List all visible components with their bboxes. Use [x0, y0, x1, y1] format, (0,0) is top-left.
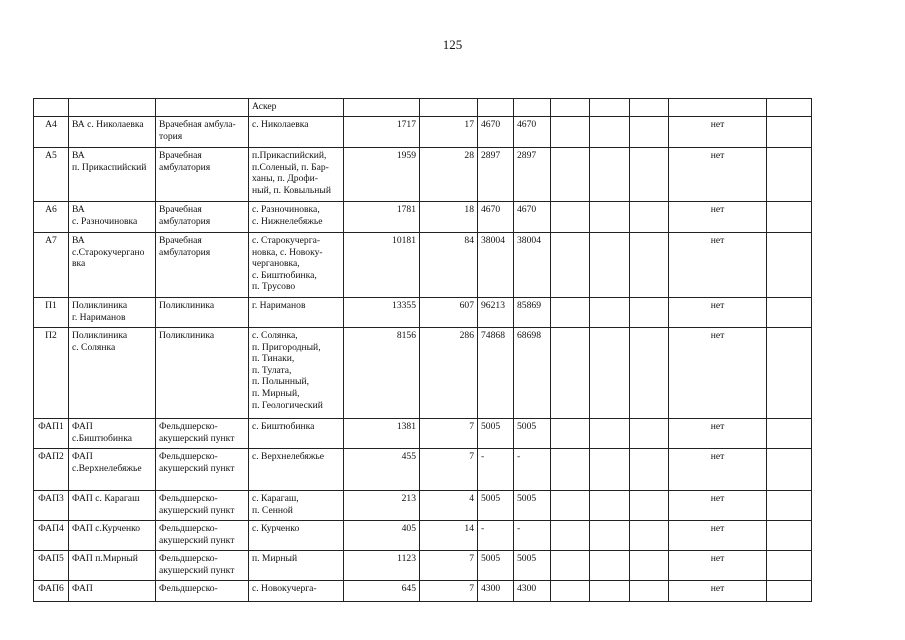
- facility-name-cell: Поликлиника с. Солянка: [69, 328, 156, 419]
- table-row: [34, 328, 812, 419]
- value-a-cell: 96213: [478, 298, 514, 328]
- facility-name-cell: ВА с.Старокучергано вка: [69, 233, 156, 298]
- population-cell: [344, 99, 420, 117]
- value-a-cell: -: [478, 521, 514, 551]
- table-row: [34, 233, 812, 298]
- table-row: [34, 202, 812, 233]
- facility-type-cell: Врачебная амбула- тория: [156, 117, 249, 148]
- status-cell: нет: [669, 202, 767, 233]
- capacity-cell: [420, 99, 478, 117]
- facility-code-cell: ФАП1: [34, 419, 69, 449]
- status-cell: нет: [669, 419, 767, 449]
- value-a-cell: 4300: [478, 581, 514, 602]
- facility-name-cell: ФАП п.Мирный: [69, 551, 156, 581]
- empty-cell: [551, 148, 590, 202]
- population-cell: 455: [344, 449, 420, 491]
- table-row: [34, 449, 812, 491]
- empty-cell: [767, 419, 812, 449]
- capacity-cell: 14: [420, 521, 478, 551]
- facility-name-cell: ВА с. Николаевка: [69, 117, 156, 148]
- empty-cell: [767, 328, 812, 419]
- value-b-cell: 4670: [514, 117, 551, 148]
- population-cell: 1123: [344, 551, 420, 581]
- facility-code-cell: А7: [34, 233, 69, 298]
- facility-code-cell: ФАП3: [34, 491, 69, 521]
- capacity-cell: 7: [420, 419, 478, 449]
- value-a-cell: -: [478, 449, 514, 491]
- served-settlements-cell: с. Биштюбинка: [249, 419, 344, 449]
- value-b-cell: 2897: [514, 148, 551, 202]
- empty-cell: [590, 419, 630, 449]
- value-b-cell: 38004: [514, 233, 551, 298]
- value-a-cell: 4670: [478, 117, 514, 148]
- empty-cell: [767, 202, 812, 233]
- empty-cell: [767, 491, 812, 521]
- status-cell: нет: [669, 521, 767, 551]
- facility-type-cell: Фельдшерско- акушерский пункт: [156, 419, 249, 449]
- served-settlements-cell: с. Карагаш, п. Сенной: [249, 491, 344, 521]
- empty-cell: [767, 521, 812, 551]
- empty-cell: [590, 298, 630, 328]
- empty-cell: [630, 521, 669, 551]
- empty-cell: [767, 233, 812, 298]
- facility-type-cell: Фельдшерско- акушерский пункт: [156, 521, 249, 551]
- facility-code-cell: ФАП2: [34, 449, 69, 491]
- value-b-cell: 5005: [514, 419, 551, 449]
- empty-cell: [630, 551, 669, 581]
- status-cell: нет: [669, 551, 767, 581]
- facility-name-cell: [69, 99, 156, 117]
- value-a-cell: 5005: [478, 551, 514, 581]
- status-cell: нет: [669, 328, 767, 419]
- value-b-cell: 85869: [514, 298, 551, 328]
- empty-cell: [590, 581, 630, 602]
- empty-cell: [767, 117, 812, 148]
- empty-cell: [551, 551, 590, 581]
- facility-type-cell: Поликлиника: [156, 298, 249, 328]
- facility-type-cell: Фельдшерско- акушерский пункт: [156, 491, 249, 521]
- empty-cell: [630, 298, 669, 328]
- value-b-cell: [514, 99, 551, 117]
- population-cell: 10181: [344, 233, 420, 298]
- capacity-cell: 7: [420, 551, 478, 581]
- empty-cell: [630, 419, 669, 449]
- table-row: [34, 551, 812, 581]
- table-row: [34, 419, 812, 449]
- empty-cell: [590, 148, 630, 202]
- value-a-cell: 5005: [478, 419, 514, 449]
- population-cell: 1959: [344, 148, 420, 202]
- empty-cell: [551, 202, 590, 233]
- facility-type-cell: Врачебная амбулатория: [156, 148, 249, 202]
- facility-name-cell: Поликлиника г. Нариманов: [69, 298, 156, 328]
- capacity-cell: 28: [420, 148, 478, 202]
- status-cell: нет: [669, 449, 767, 491]
- served-settlements-cell: с. Старокучерга- новка, с. Новоку- чергановка, с. Биштюбинка, п. Трусово: [249, 233, 344, 298]
- served-settlements-cell: п.Прикаспийский, п.Соленый, п. Бар- ханы, п. Дрофи- ный, п. Ковыльный: [249, 148, 344, 202]
- empty-cell: [551, 521, 590, 551]
- table-row: [34, 298, 812, 328]
- value-a-cell: 38004: [478, 233, 514, 298]
- facility-type-cell: Поликлиника: [156, 328, 249, 419]
- empty-cell: [551, 298, 590, 328]
- value-a-cell: 2897: [478, 148, 514, 202]
- value-a-cell: 5005: [478, 491, 514, 521]
- facility-code-cell: [34, 99, 69, 117]
- facility-type-cell: Врачебная амбулатория: [156, 202, 249, 233]
- facility-name-cell: ФАП с.Курченко: [69, 521, 156, 551]
- empty-cell: [551, 99, 590, 117]
- page-number: 125: [442, 37, 463, 52]
- empty-cell: [590, 99, 630, 117]
- empty-cell: [630, 99, 669, 117]
- empty-cell: [590, 117, 630, 148]
- table-row: [34, 581, 812, 602]
- facility-name-cell: ФАП с. Карагаш: [69, 491, 156, 521]
- empty-cell: [551, 491, 590, 521]
- served-settlements-cell: с. Солянка, п. Пригородный, п. Тинаки, п. Тулата, п. Полынный, п. Мирный, п. Геологический: [249, 328, 344, 419]
- empty-cell: [630, 148, 669, 202]
- status-cell: нет: [669, 148, 767, 202]
- value-b-cell: 68698: [514, 328, 551, 419]
- facility-type-cell: Фельдшерско- акушерский пункт: [156, 551, 249, 581]
- capacity-cell: 7: [420, 581, 478, 602]
- population-cell: 405: [344, 521, 420, 551]
- value-b-cell: 5005: [514, 491, 551, 521]
- facility-name-cell: ВА с. Разночиновка: [69, 202, 156, 233]
- capacity-cell: 607: [420, 298, 478, 328]
- population-cell: 645: [344, 581, 420, 602]
- facility-type-cell: Фельдшерско- акушерский пункт: [156, 449, 249, 491]
- table-row: [34, 491, 812, 521]
- facility-code-cell: ФАП5: [34, 551, 69, 581]
- table-row: [34, 521, 812, 551]
- served-settlements-cell: Аскер: [249, 99, 344, 117]
- facility-code-cell: А4: [34, 117, 69, 148]
- empty-cell: [590, 551, 630, 581]
- population-cell: 8156: [344, 328, 420, 419]
- empty-cell: [630, 202, 669, 233]
- capacity-cell: 286: [420, 328, 478, 419]
- empty-cell: [551, 117, 590, 148]
- facility-name-cell: ФАП с.Биштюбинка: [69, 419, 156, 449]
- table-row: [34, 117, 812, 148]
- facility-name-cell: ФАП: [69, 581, 156, 602]
- empty-cell: [767, 581, 812, 602]
- empty-cell: [551, 581, 590, 602]
- empty-cell: [590, 491, 630, 521]
- facility-type-cell: [156, 99, 249, 117]
- empty-cell: [630, 328, 669, 419]
- empty-cell: [630, 491, 669, 521]
- value-b-cell: -: [514, 449, 551, 491]
- served-settlements-cell: с. Разночиновка, с. Нижнелебяжье: [249, 202, 344, 233]
- empty-cell: [630, 117, 669, 148]
- status-cell: нет: [669, 298, 767, 328]
- capacity-cell: 4: [420, 491, 478, 521]
- served-settlements-cell: с. Верхнелебяжье: [249, 449, 344, 491]
- served-settlements-cell: с. Курченко: [249, 521, 344, 551]
- status-cell: нет: [669, 581, 767, 602]
- capacity-cell: 84: [420, 233, 478, 298]
- value-a-cell: 4670: [478, 202, 514, 233]
- value-b-cell: 5005: [514, 551, 551, 581]
- value-b-cell: 4300: [514, 581, 551, 602]
- empty-cell: [551, 419, 590, 449]
- capacity-cell: 17: [420, 117, 478, 148]
- status-cell: [669, 99, 767, 117]
- table-body: [34, 99, 812, 602]
- empty-cell: [590, 202, 630, 233]
- status-cell: нет: [669, 233, 767, 298]
- value-b-cell: 4670: [514, 202, 551, 233]
- status-cell: нет: [669, 117, 767, 148]
- empty-cell: [630, 233, 669, 298]
- population-cell: 1717: [344, 117, 420, 148]
- served-settlements-cell: с. Николаевка: [249, 117, 344, 148]
- empty-cell: [767, 449, 812, 491]
- empty-cell: [630, 449, 669, 491]
- table-row: [34, 148, 812, 202]
- empty-cell: [590, 449, 630, 491]
- served-settlements-cell: г. Нариманов: [249, 298, 344, 328]
- empty-cell: [551, 233, 590, 298]
- facility-type-cell: Врачебная амбулатория: [156, 233, 249, 298]
- facility-name-cell: ВА п. Прикаспийский: [69, 148, 156, 202]
- facility-code-cell: ФАП6: [34, 581, 69, 602]
- empty-cell: [767, 148, 812, 202]
- status-cell: нет: [669, 491, 767, 521]
- served-settlements-cell: п. Мирный: [249, 551, 344, 581]
- empty-cell: [551, 328, 590, 419]
- facility-name-cell: ФАП с.Верхнелебяжье: [69, 449, 156, 491]
- value-b-cell: -: [514, 521, 551, 551]
- facilities-table: [33, 98, 812, 602]
- facility-code-cell: ФАП4: [34, 521, 69, 551]
- population-cell: 213: [344, 491, 420, 521]
- empty-cell: [590, 233, 630, 298]
- table-row: [34, 99, 812, 117]
- served-settlements-cell: с. Новокучерга-: [249, 581, 344, 602]
- population-cell: 1381: [344, 419, 420, 449]
- value-a-cell: [478, 99, 514, 117]
- empty-cell: [551, 449, 590, 491]
- facility-code-cell: П2: [34, 328, 69, 419]
- empty-cell: [590, 521, 630, 551]
- empty-cell: [767, 99, 812, 117]
- empty-cell: [630, 581, 669, 602]
- capacity-cell: 18: [420, 202, 478, 233]
- capacity-cell: 7: [420, 449, 478, 491]
- facility-code-cell: А5: [34, 148, 69, 202]
- value-a-cell: 74868: [478, 328, 514, 419]
- facility-code-cell: П1: [34, 298, 69, 328]
- population-cell: 13355: [344, 298, 420, 328]
- population-cell: 1781: [344, 202, 420, 233]
- facility-code-cell: А6: [34, 202, 69, 233]
- empty-cell: [767, 298, 812, 328]
- empty-cell: [590, 328, 630, 419]
- facility-type-cell: Фельдшерско-: [156, 581, 249, 602]
- empty-cell: [767, 551, 812, 581]
